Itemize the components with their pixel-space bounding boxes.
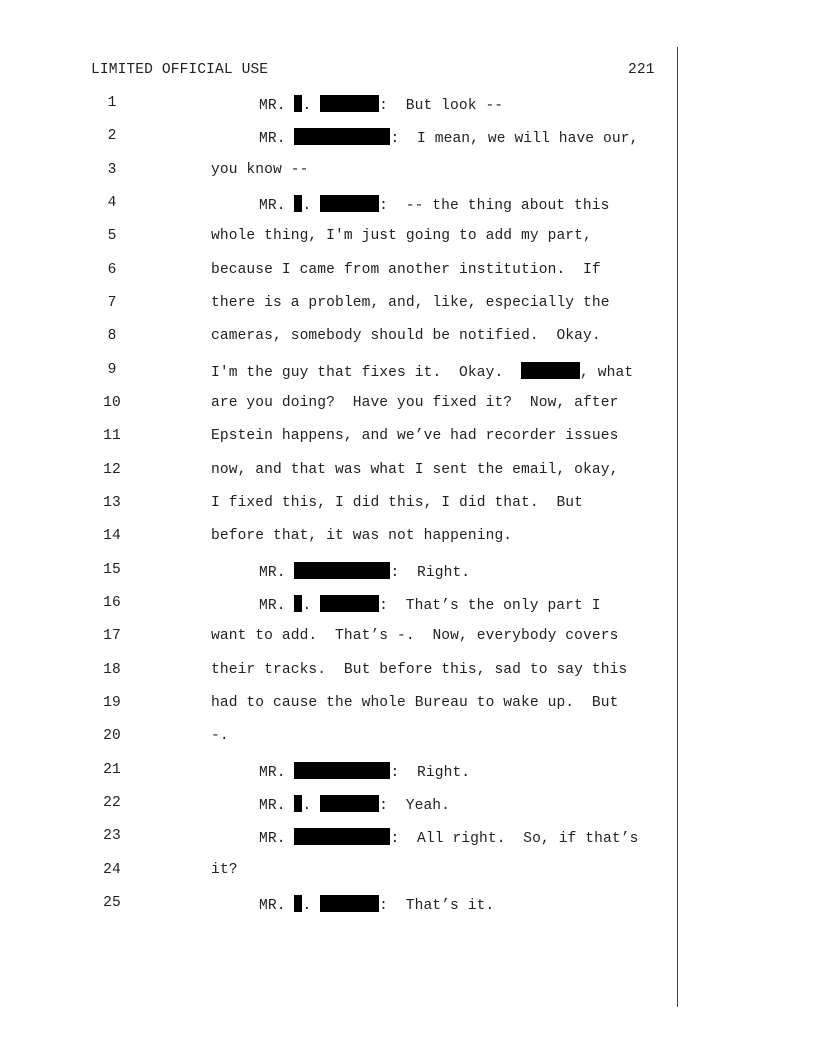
speaker-prefix: MR. (259, 598, 286, 614)
line-number: 15 (103, 562, 121, 578)
line-number: 4 (107, 195, 117, 211)
redaction-box (320, 595, 379, 612)
line-text: had to cause the whole Bureau to wake up. But (211, 695, 619, 711)
line-number: 22 (103, 795, 121, 811)
classification-header: LIMITED OFFICIAL USE (91, 62, 269, 78)
line-text: want to add. That’s -. Now, everybody covers (211, 628, 619, 644)
line-text: : All right. So, if that’s (390, 831, 639, 847)
line-text: : Right. (390, 765, 471, 781)
redaction-box (294, 562, 390, 579)
speaker-prefix: MR. (259, 565, 286, 581)
speaker-prefix: MR. (259, 831, 286, 847)
line-text: -. (211, 728, 229, 744)
transcript-line (259, 595, 601, 614)
line-number: 5 (107, 228, 117, 244)
line-text: cameras, somebody should be notified. Okay. (211, 328, 601, 344)
initial-dot: . (302, 598, 312, 614)
redaction-box (320, 95, 379, 112)
speaker-prefix: MR. (259, 765, 286, 781)
transcript-line (259, 762, 470, 781)
transcript-line (259, 95, 503, 114)
line-number: 18 (103, 662, 121, 678)
line-text: there is a problem, and, like, especially the (211, 295, 610, 311)
line-text: their tracks. But before this, sad to say this (211, 662, 628, 678)
transcript-line (259, 895, 494, 914)
transcript-line (259, 795, 450, 814)
line-number: 1 (107, 95, 117, 111)
initial-dot: . (302, 898, 312, 914)
line-number: 21 (103, 762, 121, 778)
redaction-box (320, 795, 379, 812)
line-number: 12 (103, 462, 121, 478)
line-text: : But look -- (379, 98, 504, 114)
transcript-line (259, 828, 638, 847)
line-number: 17 (103, 628, 121, 644)
redaction-box (320, 195, 379, 212)
speaker-prefix: MR. (259, 131, 286, 147)
line-number: 3 (107, 162, 117, 178)
line-number: 25 (103, 895, 121, 911)
line-text-after: , what (580, 365, 634, 381)
line-text: whole thing, I'm just going to add my part, (211, 228, 592, 244)
line-text: : -- the thing about this (379, 198, 610, 214)
line-number: 7 (107, 295, 117, 311)
line-text: now, and that was what I sent the email, okay, (211, 462, 619, 478)
line-text: : That’s it. (379, 898, 495, 914)
line-number: 23 (103, 828, 121, 844)
line-text: Epstein happens, and we’ve had recorder issues (211, 428, 619, 444)
line-text: : Right. (390, 565, 471, 581)
line-number: 8 (107, 328, 117, 344)
line-number: 9 (107, 362, 117, 378)
line-number: 13 (103, 495, 121, 511)
line-text: I fixed this, I did this, I did that. But (211, 495, 584, 511)
line-number: 11 (103, 428, 121, 444)
initial-dot: . (302, 98, 312, 114)
transcript-line (259, 195, 609, 214)
initial-dot: . (302, 198, 312, 214)
line-text: before that, it was not happening. (211, 528, 513, 544)
line-text: : I mean, we will have our, (390, 131, 639, 147)
line-number: 10 (103, 395, 121, 411)
line-number: 19 (103, 695, 121, 711)
transcript-line (259, 128, 638, 147)
line-number: 24 (103, 862, 121, 878)
line-number: 16 (103, 595, 121, 611)
redaction-box (294, 828, 390, 845)
line-text: I'm the guy that fixes it. Okay. (211, 365, 522, 381)
line-text: you know -- (211, 162, 309, 178)
line-text: it? (211, 862, 238, 878)
redaction-box (320, 895, 379, 912)
transcript-line (211, 362, 633, 381)
redaction-box (294, 128, 390, 145)
line-text: : Yeah. (379, 798, 451, 814)
redaction-box (294, 762, 390, 779)
line-text: : That’s the only part I (379, 598, 601, 614)
line-text: are you doing? Have you fixed it? Now, after (211, 395, 619, 411)
speaker-prefix: MR. (259, 898, 286, 914)
line-number: 14 (103, 528, 121, 544)
line-number: 6 (107, 262, 117, 278)
line-number: 20 (103, 728, 121, 744)
speaker-prefix: MR. (259, 98, 286, 114)
speaker-prefix: MR. (259, 798, 286, 814)
line-text: because I came from another institution. If (211, 262, 601, 278)
speaker-prefix: MR. (259, 198, 286, 214)
redaction-box (521, 362, 580, 379)
initial-dot: . (302, 798, 312, 814)
page-number: 221 (628, 62, 655, 78)
transcript-line (259, 562, 470, 581)
right-margin-rule (677, 47, 678, 1007)
line-number: 2 (107, 128, 117, 144)
